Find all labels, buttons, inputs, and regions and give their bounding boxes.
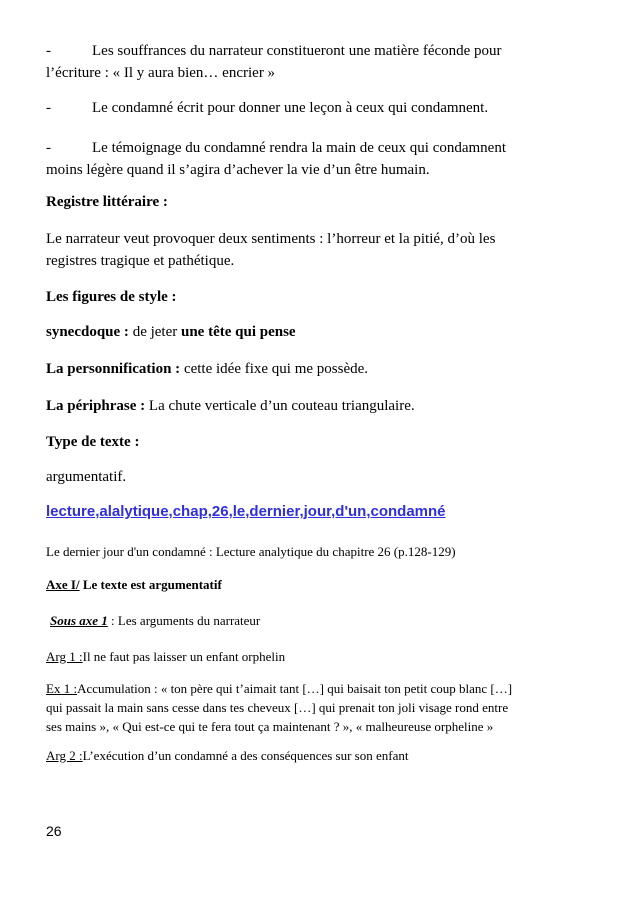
synecdoque-line <box>46 321 594 343</box>
sous-axe-label: Sous axe 1 <box>50 613 108 628</box>
periphrase-line <box>46 395 594 417</box>
sous-axe-line <box>50 611 610 630</box>
personnification-line <box>46 358 594 380</box>
bullet-1 <box>46 40 594 84</box>
bullet-dash: - <box>46 140 51 156</box>
figure-emphasis: une tête qui pense <box>181 324 296 340</box>
section-heading: Registre littéraire : <box>46 194 168 210</box>
axe-text: Le texte est argumentatif <box>79 577 222 592</box>
arg2-text: L’exécution d’un condamné a des conséquences sur son enfant <box>82 748 409 763</box>
bullet-dash: - <box>46 43 51 59</box>
registre-paragraph <box>46 228 594 272</box>
page-number: 26 <box>46 823 62 839</box>
bullet-text: Le condamné écrit pour donner une leçon à ceux qui condamnent. <box>92 100 489 116</box>
figures-heading <box>46 286 594 308</box>
bullet-text: Le témoignage du condamné rendra la main de ceux qui condamnent <box>92 140 507 156</box>
type-texte-heading <box>46 431 594 453</box>
section-heading: Type de texte : <box>46 434 140 450</box>
bullet-text: Les souffrances du narrateur constitueront une matière féconde pour <box>92 43 502 59</box>
arg1-line <box>46 647 606 666</box>
ex1-text: ses mains », « Qui est-ce qui te fera tout ça maintenant ? », « malheureuse orpheline » <box>46 719 494 734</box>
ex1-text: Accumulation : « ton père qui t’aimait tant […] qui baisait ton petit coup blanc […] <box>77 681 513 696</box>
arg1-label: Arg 1 : <box>46 649 83 664</box>
lecture-analytique-link[interactable]: lecture,alalytique,chap,26,le,dernier,jour,d'un,condamné <box>46 503 446 520</box>
ex1-text: qui passait la main sans cesse dans tes cheveux […] qui prenait ton joli visage rond entre <box>46 700 509 715</box>
figure-label: La périphrase : <box>46 398 146 414</box>
arg2-line <box>46 746 606 765</box>
bullet-2 <box>46 97 594 119</box>
section-heading: Les figures de style : <box>46 289 177 305</box>
axe-label: Axe I/ <box>46 577 80 592</box>
paragraph-line: registres tragique et pathétique. <box>46 253 235 269</box>
figure-label: La personnification : <box>46 361 181 377</box>
bullet-3 <box>46 137 594 181</box>
sous-axe-text: : Les arguments du narrateur <box>107 613 261 628</box>
ex1-block <box>46 679 606 736</box>
figure-text: cette idée fixe qui me possède. <box>180 361 369 377</box>
analysis-title-text: Le dernier jour d'un condamné : Lecture analytique du chapitre 26 (p.128-129) <box>46 544 456 559</box>
figure-text: La chute verticale d’un couteau triangulaire. <box>145 398 415 414</box>
figure-text: de jeter <box>128 324 181 340</box>
ex1-label: Ex 1 : <box>46 681 78 696</box>
axe-heading <box>46 575 606 594</box>
registre-heading <box>46 191 594 213</box>
figure-label: synecdoque : <box>46 324 129 340</box>
bullet-dash: - <box>46 100 51 116</box>
type-texte-value <box>46 466 594 488</box>
paragraph-line: argumentatif. <box>46 469 127 485</box>
analysis-title <box>46 542 606 561</box>
bullet-continuation: l’écriture : « Il y aura bien… encrier » <box>46 65 276 81</box>
arg1-text: Il ne faut pas laisser un enfant orphelin <box>82 649 286 664</box>
paragraph-line: Le narrateur veut provoquer deux sentiments : l’horreur et la pitié, d’où les <box>46 231 496 247</box>
arg2-label: Arg 2 : <box>46 748 83 763</box>
bullet-continuation: moins légère quand il s’agira d’achever la vie d’un être humain. <box>46 162 430 178</box>
